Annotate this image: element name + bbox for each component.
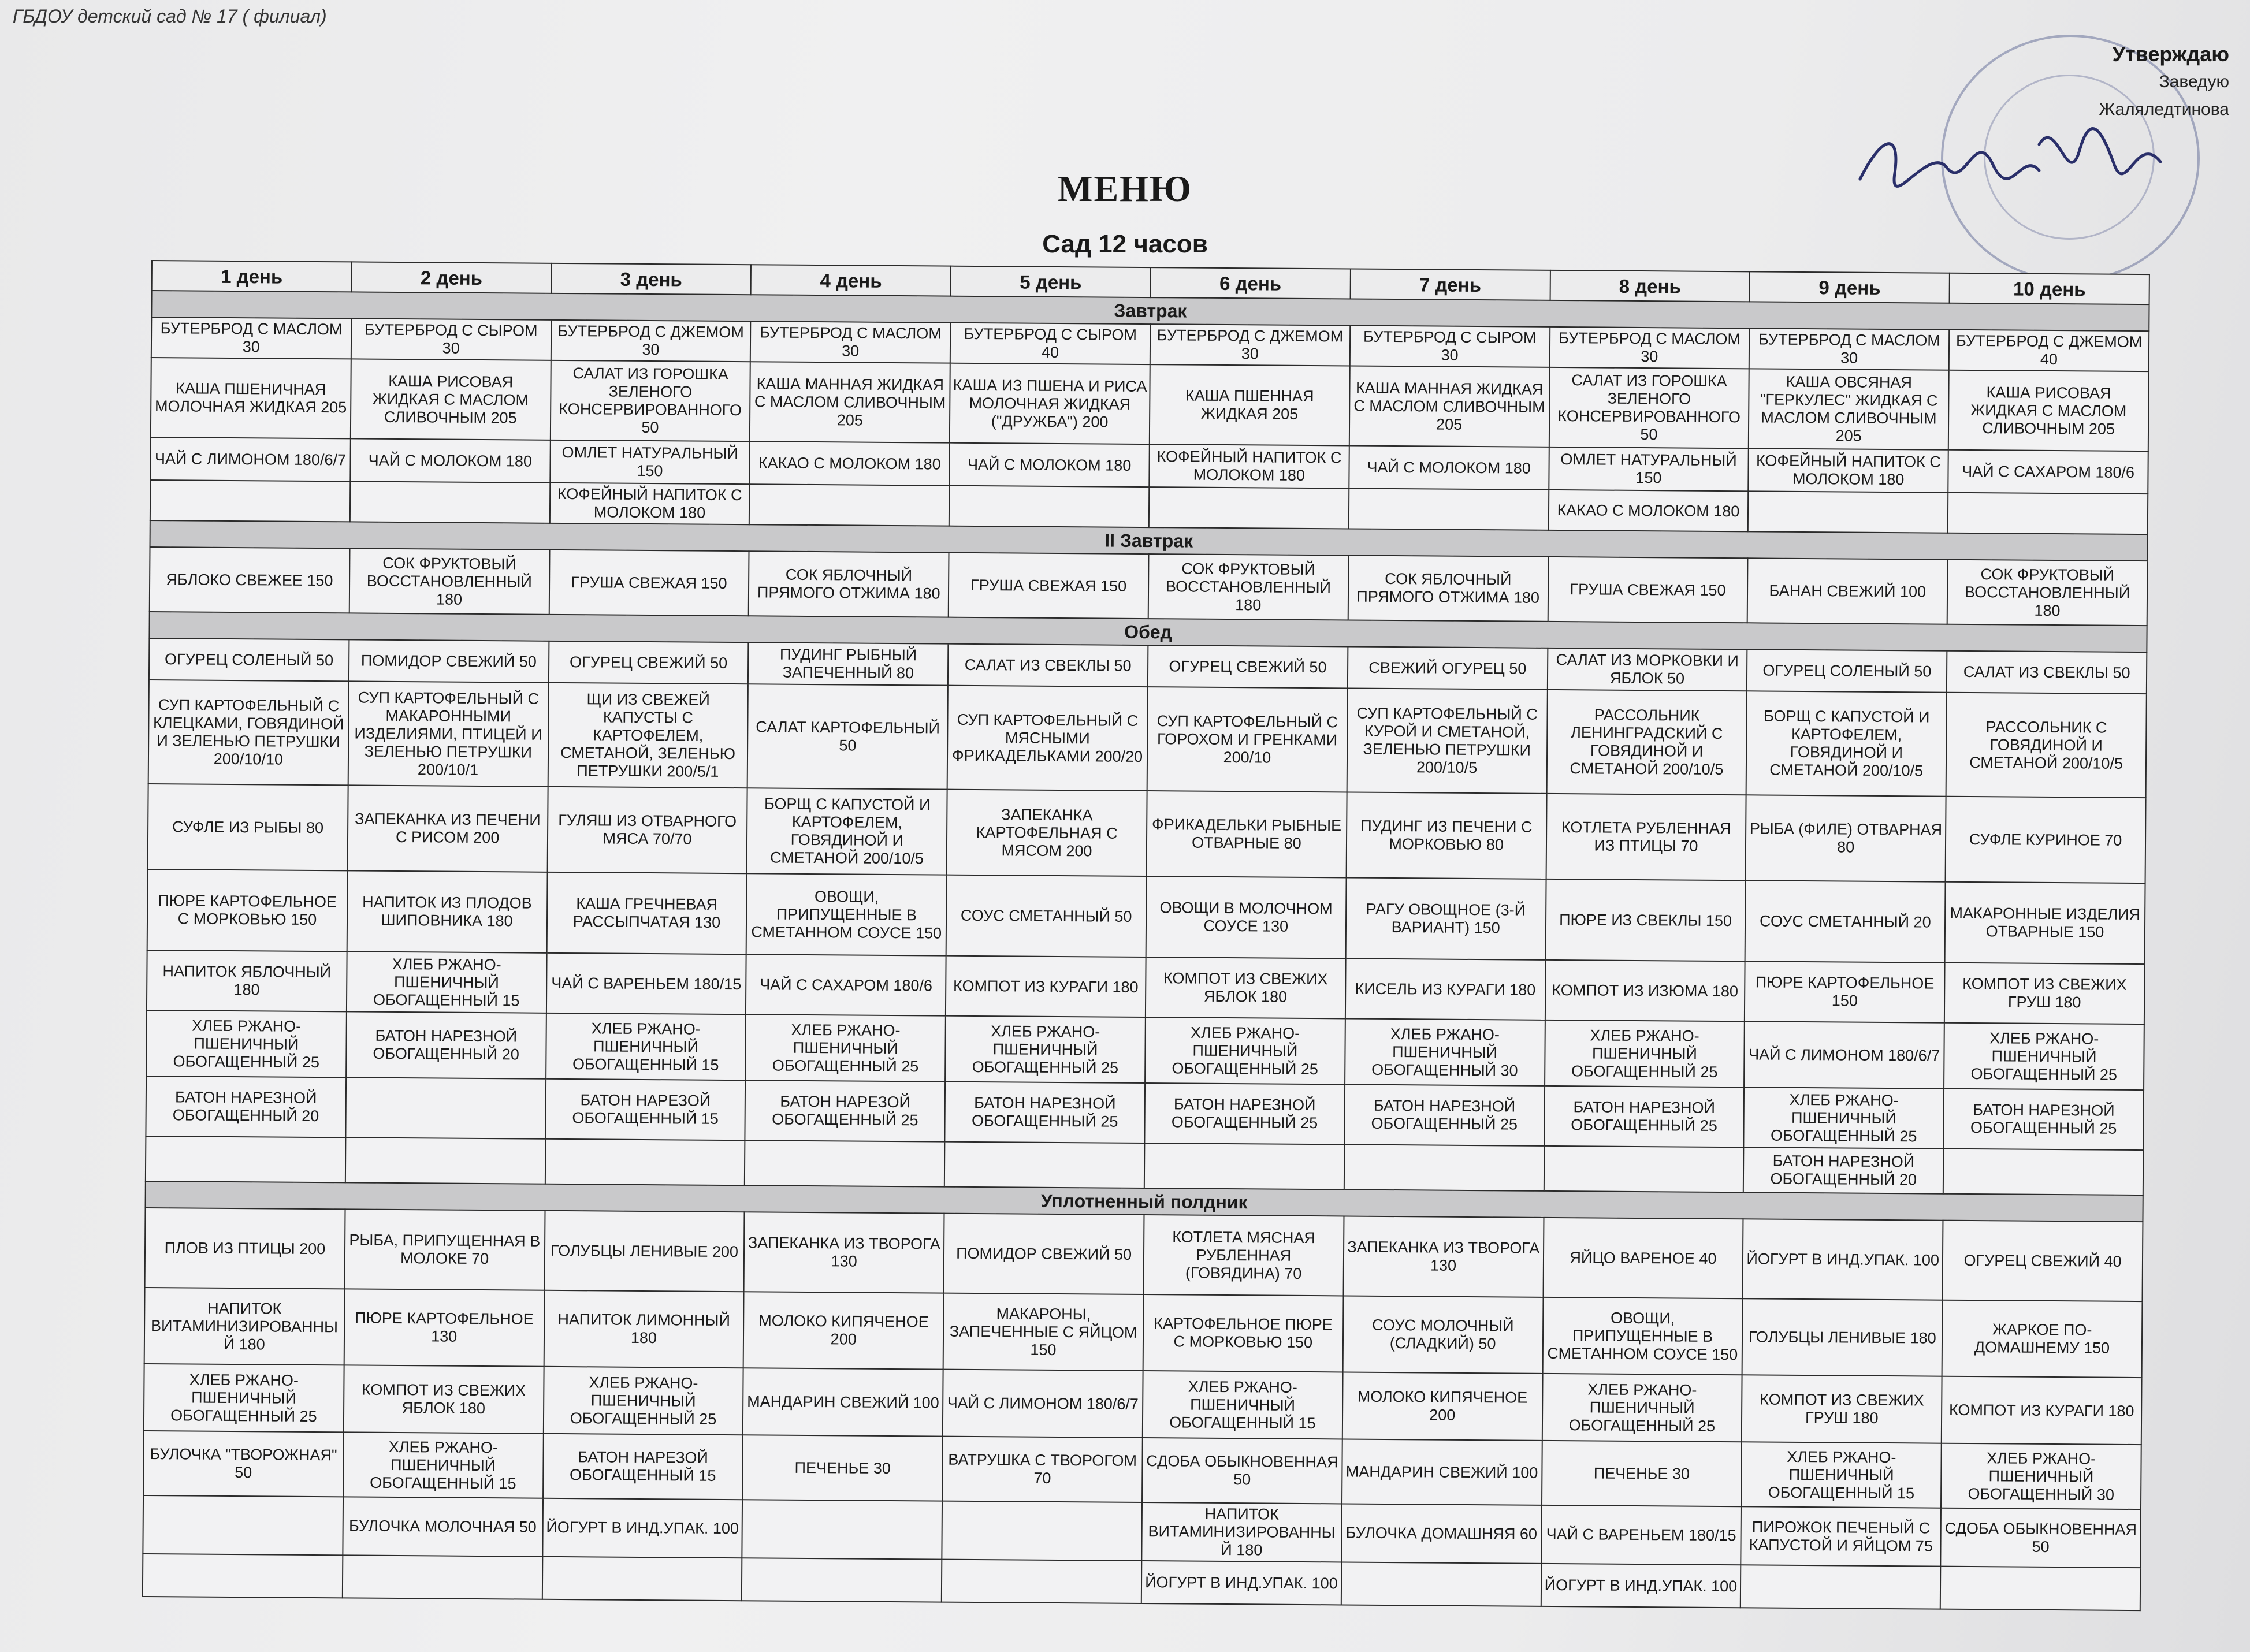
menu-cell: ХЛЕБ РЖАНО-ПШЕНИЧНЫЙ ОБОГАЩЕННЫЙ 30 — [1941, 1443, 2141, 1509]
menu-cell: ПЮРЕ КАРТОФЕЛЬНОЕ 130 — [344, 1289, 544, 1366]
menu-table — [142, 260, 2150, 1611]
menu-cell: КАША ОВСЯНАЯ "ГЕРКУЛЕС" ЖИДКАЯ С МАСЛОМ СЛИВОЧНЫМ 205 — [1749, 369, 1949, 449]
menu-cell: ХЛЕБ РЖАНО-ПШЕНИЧНЫЙ ОБОГАЩЕННЫЙ 25 — [1944, 1023, 2144, 1090]
menu-cell: ПЕЧЕНЬЕ 30 — [742, 1435, 943, 1501]
menu-cell: ОВОЩИ, ПРИПУЩЕННЫЕ В СМЕТАННОМ СОУСЕ 150 — [1542, 1297, 1743, 1375]
menu-cell: ОВОЩИ, ПРИПУЩЕННЫЕ В СМЕТАННОМ СОУСЕ 150 — [746, 873, 947, 955]
menu-cell: ЧАЙ С МОЛОКОМ 180 — [350, 438, 550, 482]
menu-cell: КОМПОТ ИЗ КУРАГИ 180 — [946, 956, 1146, 1017]
menu-cell: МАНДАРИН СВЕЖИЙ 100 — [743, 1368, 943, 1436]
menu-cell: БАТОН НАРЕЗНОЙ ОБОГАЩЕННЫЙ 20 — [146, 1076, 346, 1137]
menu-cell: РАССОЛЬНИК ЛЕНИНГРАДСКИЙ С ГОВЯДИНОЙ И СМЕТАНОЙ 200/10/5 — [1546, 690, 1747, 795]
menu-cell — [944, 1142, 1144, 1188]
menu-cell: ХЛЕБ РЖАНО-ПШЕНИЧНЫЙ ОБОГАЩЕННЫЙ 15 — [347, 951, 547, 1013]
day-header: 7 день — [1350, 269, 1550, 300]
menu-cell: САЛАТ ИЗ СВЕКЛЫ 50 — [1947, 651, 2147, 694]
menu-cell: ЧАЙ С МОЛОКОМ 180 — [949, 443, 1149, 487]
menu-cell: ЯЙЦО ВАРЕНОЕ 40 — [1543, 1218, 1743, 1298]
menu-cell: ОМЛЕТ НАТУРАЛЬНЫЙ 150 — [550, 440, 750, 484]
menu-cell — [350, 481, 550, 523]
menu-cell: ПУДИНГ ИЗ ПЕЧЕНИ С МОРКОВЬЮ 80 — [1346, 792, 1546, 879]
menu-cell: БУЛОЧКА МОЛОЧНАЯ 50 — [343, 1497, 542, 1556]
day-header: 5 день — [951, 266, 1151, 297]
menu-cell: СОУС СМЕТАННЫЙ 20 — [1745, 880, 1946, 962]
menu-cell: БУТЕРБРОД С МАСЛОМ 30 — [1749, 328, 1949, 370]
menu-cell: РЫБА (ФИЛЕ) ОТВАРНАЯ 80 — [1746, 795, 1946, 881]
menu-cell: САЛАТ ИЗ МОРКОВКИ И ЯБЛОК 50 — [1547, 648, 1747, 691]
menu-cell — [545, 1139, 745, 1185]
menu-cell: СОК ФРУКТОВЫЙ ВОССТАНОВЛЕННЫЙ 180 — [349, 548, 550, 614]
menu-cell: ОВОЩИ В МОЛОЧНОМ СОУСЕ 130 — [1146, 876, 1347, 958]
menu-cell — [150, 480, 350, 522]
menu-cell: БАТОН НАРЕЗНОЙ ОБОГАЩЕННЫЙ 25 — [1344, 1084, 1545, 1145]
menu-cell — [1943, 1149, 2143, 1195]
menu-cell: СУП КАРТОФЕЛЬНЫЙ С ГОРОХОМ И ГРЕНКАМИ 200/10 — [1147, 687, 1348, 792]
menu-cell: СОК ЯБЛОЧНЫЙ ПРЯМОГО ОТЖИМА 180 — [1348, 555, 1548, 621]
menu-cell: БУЛОЧКА ДОМАШНЯЯ 60 — [1341, 1504, 1541, 1563]
organization-header: ГБДОУ детский сад № 17 ( филиал) — [13, 6, 327, 27]
menu-cell: КАША ПШЕННАЯ ЖИДКАЯ 205 — [1150, 364, 1350, 445]
menu-cell — [1544, 1146, 1743, 1192]
menu-cell: БУТЕРБРОД С МАСЛОМ 30 — [151, 317, 351, 359]
section-title: Обед — [149, 612, 2147, 652]
menu-cell: КАКАО С МОЛОКОМ 180 — [1548, 490, 1748, 531]
menu-cell: ГРУША СВЕЖАЯ 150 — [949, 553, 1149, 619]
menu-cell: ПЮРЕ КАРТОФЕЛЬНОЕ 150 — [1745, 961, 1945, 1022]
menu-cell: ЧАЙ С САХАРОМ 180/6 — [746, 954, 946, 1015]
menu-cell: ПЮРЕ ИЗ СВЕКЛЫ 150 — [1545, 879, 1746, 961]
menu-cell: ЗАПЕКАНКА ИЗ ТВОРОГА 130 — [744, 1212, 944, 1293]
menu-cell: ХЛЕБ РЖАНО-ПШЕНИЧНЫЙ ОБОГАЩЕННЫЙ 25 — [543, 1367, 743, 1435]
menu-cell: СОК ЯБЛОЧНЫЙ ПРЯМОГО ОТЖИМА 180 — [749, 551, 949, 617]
menu-cell: БУТЕРБРОД С СЫРОМ 40 — [950, 323, 1150, 364]
menu-cell — [1341, 1562, 1541, 1606]
menu-cell: БАТОН НАРЕЗНОЙ ОБОГАЩЕННЫЙ 20 — [346, 1011, 546, 1078]
page-title: МЕНЮ — [1058, 168, 1192, 209]
menu-cell — [1349, 488, 1549, 530]
menu-cell: БОРЩ С КАПУСТОЙ И КАРТОФЕЛЕМ, ГОВЯДИНОЙ И СМЕТАНОЙ 200/10/5 — [1746, 691, 1947, 796]
menu-cell: ЙОГУРТ В ИНД.УПАК. 100 — [1541, 1564, 1741, 1608]
menu-cell: СОК ФРУКТОВЫЙ ВОССТАНОВЛЕННЫЙ 180 — [1947, 560, 2148, 626]
menu-cell: ОГУРЕЦ СВЕЖИЙ 50 — [549, 641, 749, 684]
menu-cell: ЧАЙ С МОЛОКОМ 180 — [1349, 445, 1549, 489]
menu-cell: ПЛОВ ИЗ ПТИЦЫ 200 — [145, 1208, 345, 1289]
menu-cell: БАТОН НАРЕЗОЙ ОБОГАЩЕННЫЙ 15 — [543, 1434, 743, 1500]
day-header: 3 день — [551, 263, 751, 295]
menu-cell: ЙОГУРТ В ИНД.УПАК. 100 — [1141, 1561, 1341, 1605]
menu-cell: БУТЕРБРОД С ДЖЕМОМ 40 — [1949, 330, 2149, 371]
menu-cell — [742, 1500, 942, 1559]
menu-cell: НАПИТОК ЯБЛОЧНЫЙ 180 — [147, 950, 347, 1011]
menu-row — [151, 358, 2149, 451]
menu-cell: МАНДАРИН СВЕЖИЙ 100 — [1342, 1439, 1542, 1505]
menu-cell: КИСЕЛЬ ИЗ КУРАГИ 180 — [1345, 958, 1546, 1020]
menu-cell: КОМПОТ ИЗ КУРАГИ 180 — [1942, 1376, 2142, 1445]
menu-cell: БУТЕРБРОД С СЫРОМ 30 — [351, 318, 551, 360]
section-title: Завтрак — [151, 291, 2149, 331]
menu-cell: КОМПОТ ИЗ СВЕЖИХ ЯБЛОК 180 — [344, 1365, 544, 1433]
menu-cell: КАША МАННАЯ ЖИДКАЯ С МАСЛОМ СЛИВОЧНЫМ 205 — [750, 362, 950, 442]
menu-cell — [749, 484, 949, 526]
day-header: 9 день — [1750, 271, 1950, 303]
menu-cell: ХЛЕБ РЖАНО-ПШЕНИЧНЫЙ ОБОГАЩЕННЫЙ 25 — [1744, 1087, 1944, 1148]
menu-cell: ЗАПЕКАНКА КАРТОФЕЛЬНАЯ С МЯСОМ 200 — [947, 790, 1147, 876]
menu-cell: КОМПОТ ИЗ СВЕЖИХ ГРУШ 180 — [1944, 963, 2145, 1024]
menu-cell: КАША ГРЕЧНЕВАЯ РАССЫПЧАТАЯ 130 — [546, 872, 747, 954]
menu-cell — [1948, 493, 2148, 534]
day-header: 8 день — [1550, 270, 1750, 302]
menu-cell: ХЛЕБ РЖАНО-ПШЕНИЧНЫЙ ОБОГАЩЕННЫЙ 25 — [1545, 1020, 1745, 1087]
menu-cell: ПЮРЕ КАРТОФЕЛЬНОЕ С МОРКОВЬЮ 150 — [147, 869, 348, 951]
menu-cell: БАТОН НАРЕЗНОЙ ОБОГАЩЕННЫЙ 25 — [1544, 1086, 1745, 1147]
menu-cell — [343, 1555, 542, 1599]
approver-name: Жаляледтинова — [2099, 100, 2229, 119]
day-header: 4 день — [751, 265, 951, 296]
menu-cell: БАНАН СВЕЖИЙ 100 — [1747, 558, 1948, 624]
menu-cell: ЯБЛОКО СВЕЖЕЕ 150 — [150, 547, 350, 613]
menu-cell: ЙОГУРТ В ИНД.УПАК. 100 — [542, 1498, 742, 1558]
menu-cell: МАКАРОННЫЕ ИЗДЕЛИЯ ОТВАРНЫЕ 150 — [1945, 882, 2145, 964]
menu-cell: ПОМИДОР СВЕЖИЙ 50 — [349, 639, 549, 682]
menu-cell: ГУЛЯШ ИЗ ОТВАРНОГО МЯСА 70/70 — [547, 787, 747, 873]
menu-cell: НАПИТОК ВИТАМИНИЗИРОВАННЫЙ 180 — [1141, 1502, 1341, 1562]
menu-cell: БУТЕРБРОД С ДЖЕМОМ 30 — [551, 320, 750, 362]
menu-cell: САЛАТ ИЗ ГОРОШКА ЗЕЛЕНОГО КОНСЕРВИРОВАННОГО 50 — [550, 360, 750, 441]
menu-cell: СУП КАРТОФЕЛЬНЫЙ С МЯСНЫМИ ФРИКАДЕЛЬКАМИ 200/20 — [947, 686, 1148, 791]
menu-cell: ПИРОЖОК ПЕЧЕНЫЙ С КАПУСТОЙ И ЯЙЦОМ 75 — [1741, 1506, 1941, 1566]
menu-cell — [942, 1501, 1142, 1561]
menu-cell: РАССОЛЬНИК С ГОВЯДИНОЙ И СМЕТАНОЙ 200/10/5 — [1946, 693, 2147, 798]
menu-cell: МОЛОКО КИПЯЧЕНОЕ 200 — [1342, 1372, 1543, 1440]
menu-cell: ЧАЙ С САХАРОМ 180/6 — [1948, 450, 2148, 494]
menu-cell: САЛАТ ИЗ ГОРОШКА ЗЕЛЕНОГО КОНСЕРВИРОВАННОГО 50 — [1549, 367, 1749, 448]
menu-cell: РЫБА, ПРИПУЩЕННАЯ В МОЛОКЕ 70 — [344, 1209, 545, 1290]
menu-cell: ОГУРЕЦ СОЛЕНЫЙ 50 — [1747, 649, 1947, 692]
menu-cell: ХЛЕБ РЖАНО-ПШЕНИЧНЫЙ ОБОГАЩЕННЫЙ 25 — [1145, 1017, 1345, 1084]
menu-cell: КОФЕЙНЫЙ НАПИТОК С МОЛОКОМ 180 — [1149, 444, 1349, 488]
section-title: II Завтрак — [150, 520, 2148, 561]
menu-cell: РАГУ ОВОЩНОЕ (3-Й ВАРИАНТ) 150 — [1345, 877, 1546, 959]
menu-cell: ХЛЕБ РЖАНО-ПШЕНИЧНЫЙ ОБОГАЩЕННЫЙ 25 — [144, 1364, 344, 1432]
menu-cell: ЧАЙ С ЛИМОНОМ 180/6/7 — [1744, 1021, 1944, 1088]
menu-cell: ХЛЕБ РЖАНО-ПШЕНИЧНЫЙ ОБОГАЩЕННЫЙ 15 — [1741, 1442, 1942, 1508]
approval-block — [2099, 40, 2229, 124]
menu-cell: БУТЕРБРОД С МАСЛОМ 30 — [750, 321, 950, 363]
menu-cell: СДОБА ОБЫКНОВЕННАЯ 50 — [1142, 1438, 1342, 1504]
menu-cell: КОТЛЕТА МЯСНАЯ РУБЛЕННАЯ (ГОВЯДИНА) 70 — [1144, 1215, 1344, 1296]
menu-cell: НАПИТОК ИЗ ПЛОДОВ ШИПОВНИКА 180 — [347, 870, 547, 952]
menu-cell: ЗАПЕКАНКА ИЗ ПЕЧЕНИ С РИСОМ 200 — [347, 785, 548, 872]
menu-row — [144, 1288, 2143, 1378]
menu-cell: ЧАЙ С ВАРЕНЬЕМ 180/15 — [1541, 1505, 1741, 1565]
menu-cell: ЗАПЕКАНКА ИЗ ТВОРОГА 130 — [1343, 1216, 1544, 1297]
menu-cell — [146, 1136, 345, 1182]
menu-cell — [1344, 1144, 1544, 1190]
menu-cell: ХЛЕБ РЖАНО-ПШЕНИЧНЫЙ ОБОГАЩЕННЫЙ 15 — [546, 1013, 746, 1080]
menu-cell: СОУС МОЛОЧНЫЙ (СЛАДКИЙ) 50 — [1342, 1296, 1543, 1373]
menu-cell: САЛАТ КАРТОФЕЛЬНЫЙ 50 — [747, 684, 948, 789]
menu-cell: КОМПОТ ИЗ СВЕЖИХ ЯБЛОК 180 — [1146, 957, 1346, 1018]
day-header: 6 день — [1151, 267, 1351, 299]
menu-cell: КОФЕЙНЫЙ НАПИТОК С МОЛОКОМ 180 — [1749, 448, 1948, 492]
menu-cell: СДОБА ОБЫКНОВЕННАЯ 50 — [1940, 1508, 2141, 1568]
menu-cell: ПОМИДОР СВЕЖИЙ 50 — [944, 1214, 1144, 1294]
menu-cell — [345, 1077, 546, 1138]
menu-row — [147, 869, 2145, 964]
menu-cell: ХЛЕБ РЖАНО-ПШЕНИЧНЫЙ ОБОГАЩЕННЫЙ 25 — [1542, 1374, 1742, 1442]
menu-cell: ОГУРЕЦ СВЕЖИЙ 50 — [1148, 645, 1348, 688]
menu-cell: КАРТОФЕЛЬНОЕ ПЮРЕ С МОРКОВЬЮ 150 — [1143, 1294, 1344, 1372]
menu-cell — [143, 1495, 343, 1555]
menu-cell: СУП КАРТОФЕЛЬНЫЙ С КУРОЙ И СМЕТАНОЙ, ЗЕЛЕНЬЮ ПЕТРУШКИ 200/10/5 — [1347, 688, 1547, 793]
menu-cell — [345, 1137, 545, 1184]
menu-cell: ФРИКАДЕЛЬКИ РЫБНЫЕ ОТВАРНЫЕ 80 — [1147, 791, 1347, 877]
menu-cell: СОУС СМЕТАННЫЙ 50 — [946, 875, 1147, 957]
menu-cell — [1748, 491, 1948, 533]
menu-cell: КАША ИЗ ПШЕНА И РИСА МОЛОЧНАЯ ЖИДКАЯ ("ДРУЖБА") 200 — [950, 363, 1150, 444]
menu-cell: КАША МАННАЯ ЖИДКАЯ С МАСЛОМ СЛИВОЧНЫМ 205 — [1349, 366, 1550, 447]
menu-cell: ХЛЕБ РЖАНО-ПШЕНИЧНЫЙ ОБОГАЩЕННЫЙ 15 — [343, 1432, 544, 1498]
menu-cell: ПЕЧЕНЬЕ 30 — [1542, 1441, 1742, 1506]
menu-cell: ЧАЙ С ЛИМОНОМ 180/6/7 — [150, 437, 350, 481]
menu-cell: ГРУША СВЕЖАЯ 150 — [549, 550, 749, 616]
menu-cell: БУТЕРБРОД С СЫРОМ 30 — [1350, 325, 1550, 367]
menu-cell: ЙОГУРТ В ИНД.УПАК. 100 — [1743, 1219, 1943, 1300]
menu-cell — [1940, 1567, 2140, 1610]
day-header: 10 день — [1950, 273, 2149, 304]
menu-cell: СУП КАРТОФЕЛЬНЫЙ С МАКАРОННЫМИ ИЗДЕЛИЯМИ, ПТИЦЕЙ И ЗЕЛЕНЬЮ ПЕТРУШКИ 200/10/1 — [348, 681, 548, 786]
menu-cell: ОМЛЕТ НАТУРАЛЬНЫЙ 150 — [1549, 447, 1749, 491]
menu-cell: МОЛОКО КИПЯЧЕНОЕ 200 — [743, 1292, 944, 1369]
menu-cell: ЖАРКОЕ ПО-ДОМАШНЕМУ 150 — [1942, 1300, 2143, 1378]
menu-cell: БУТЕРБРОД С ДЖЕМОМ 30 — [1150, 324, 1350, 366]
menu-cell: КАША ПШЕНИЧНАЯ МОЛОЧНАЯ ЖИДКАЯ 205 — [151, 358, 351, 438]
menu-cell: ГОЛУБЦЫ ЛЕНИВЫЕ 180 — [1742, 1298, 1943, 1376]
menu-cell — [1741, 1565, 1940, 1609]
menu-cell: ХЛЕБ РЖАНО-ПШЕНИЧНЫЙ ОБОГАЩЕННЫЙ 25 — [945, 1016, 1146, 1083]
menu-row — [148, 680, 2147, 798]
menu-cell: БАТОН НАРЕЗНОЙ ОБОГАЩЕННЫЙ 25 — [945, 1082, 1146, 1143]
day-header: 2 день — [351, 262, 551, 293]
menu-cell: КОФЕЙНЫЙ НАПИТОК С МОЛОКОМ 180 — [549, 483, 749, 524]
menu-cell: СОК ФРУКТОВЫЙ ВОССТАНОВЛЕННЫЙ 180 — [1148, 554, 1349, 620]
menu-cell: САЛАТ ИЗ СВЕКЛЫ 50 — [948, 644, 1148, 687]
menu-cell: СВЕЖИЙ ОГУРЕЦ 50 — [1348, 646, 1548, 689]
menu-cell: СУП КАРТОФЕЛЬНЫЙ С КЛЕЦКАМИ, ГОВЯДИНОЙ И ЗЕЛЕНЬЮ ПЕТРУШКИ 200/10/10 — [148, 680, 349, 785]
day-header: 1 день — [152, 261, 352, 292]
menu-cell: НАПИТОК ЛИМОННЫЙ 180 — [544, 1290, 744, 1368]
menu-cell — [742, 1558, 942, 1602]
menu-cell: ОГУРЕЦ СВЕЖИЙ 40 — [1943, 1221, 2143, 1301]
menu-cell: МАКАРОНЫ, ЗАПЕЧЕННЫЕ С ЯЙЦОМ 150 — [943, 1293, 1144, 1371]
menu-cell: ХЛЕБ РЖАНО-ПШЕНИЧНЫЙ ОБОГАЩЕННЫЙ 30 — [1345, 1018, 1545, 1085]
menu-cell: КАША РИСОВАЯ ЖИДКАЯ С МАСЛОМ СЛИВОЧНЫМ 205 — [351, 359, 551, 440]
page-subtitle: Сад 12 часов — [1042, 230, 1208, 258]
menu-cell — [949, 486, 1149, 527]
menu-cell: КАКАО С МОЛОКОМ 180 — [750, 441, 950, 485]
menu-cell: ОГУРЕЦ СОЛЕНЫЙ 50 — [149, 638, 349, 681]
menu-cell — [745, 1140, 944, 1186]
menu-cell: КОМПОТ ИЗ ИЗЮМА 180 — [1545, 960, 1745, 1021]
menu-row — [145, 1208, 2143, 1301]
menu-cell: ХЛЕБ РЖАНО-ПШЕНИЧНЫЙ ОБОГАЩЕННЫЙ 15 — [1143, 1371, 1343, 1439]
menu-cell: КОМПОТ ИЗ СВЕЖИХ ГРУШ 180 — [1742, 1375, 1942, 1443]
approver-position: Заведую — [2159, 72, 2229, 91]
menu-cell — [942, 1560, 1141, 1603]
menu-cell: НАПИТОК ВИТАМИНИЗИРОВАННЫЙ 180 — [144, 1288, 345, 1365]
menu-cell: БАТОН НАРЕЗОЙ ОБОГАЩЕННЫЙ 15 — [545, 1079, 746, 1140]
menu-cell: ЧАЙ С ЛИМОНОМ 180/6/7 — [943, 1370, 1143, 1438]
menu-cell — [1149, 487, 1349, 529]
menu-cell — [542, 1557, 742, 1601]
menu-cell: ХЛЕБ РЖАНО-ПШЕНИЧНЫЙ ОБОГАЩЕННЫЙ 25 — [146, 1010, 347, 1077]
menu-cell: БАТОН НАРЕЗНОЙ ОБОГАЩЕННЫЙ 25 — [1944, 1089, 2144, 1150]
menu-cell: БАТОН НАРЕЗНОЙ ОБОГАЩЕННЫЙ 20 — [1743, 1147, 1943, 1193]
menu-cell — [1144, 1143, 1344, 1189]
menu-cell: ЧАЙ С ВАРЕНЬЕМ 180/15 — [546, 953, 747, 1014]
menu-cell: БУЛОЧКА "ТВОРОЖНАЯ" 50 — [143, 1431, 344, 1497]
menu-cell: КОТЛЕТА РУБЛЕННАЯ ИЗ ПТИЦЫ 70 — [1546, 794, 1746, 880]
approval-label: Утверждаю — [2112, 42, 2229, 66]
menu-cell: КАША РИСОВАЯ ЖИДКАЯ С МАСЛОМ СЛИВОЧНЫМ 205 — [1948, 370, 2149, 451]
menu-cell — [143, 1554, 343, 1598]
menu-cell: БУТЕРБРОД С МАСЛОМ 30 — [1549, 327, 1749, 369]
menu-cell: СУФЛЕ КУРИНОЕ 70 — [1946, 797, 2146, 883]
menu-cell: ВАТРУШКА С ТВОРОГОМ 70 — [942, 1437, 1143, 1502]
menu-cell: БОРЩ С КАПУСТОЙ И КАРТОФЕЛЕМ, ГОВЯДИНОЙ И СМЕТАНОЙ 200/10/5 — [747, 788, 947, 875]
menu-cell: СУФЛЕ ИЗ РЫБЫ 80 — [148, 784, 348, 870]
menu-cell: БАТОН НАРЕЗОЙ ОБОГАЩЕННЫЙ 25 — [745, 1080, 946, 1141]
menu-cell: ХЛЕБ РЖАНО-ПШЕНИЧНЫЙ ОБОГАЩЕННЫЙ 25 — [746, 1014, 946, 1081]
menu-cell: ГОЛУБЦЫ ЛЕНИВЫЕ 200 — [544, 1211, 745, 1292]
menu-row — [148, 784, 2146, 883]
menu-cell: ЩИ ИЗ СВЕЖЕЙ КАПУСТЫ С КАРТОФЕЛЕМ, СМЕТАНОЙ, ЗЕЛЕНЬЮ ПЕТРУШКИ 200/5/1 — [548, 683, 748, 788]
menu-cell: БАТОН НАРЕЗНОЙ ОБОГАЩЕННЫЙ 25 — [1144, 1083, 1345, 1144]
menu-cell: ПУДИНГ РЫБНЫЙ ЗАПЕЧЕННЫЙ 80 — [748, 642, 948, 685]
section-title: Уплотненный полдник — [146, 1181, 2143, 1222]
menu-cell: ГРУША СВЕЖАЯ 150 — [1548, 557, 1748, 623]
